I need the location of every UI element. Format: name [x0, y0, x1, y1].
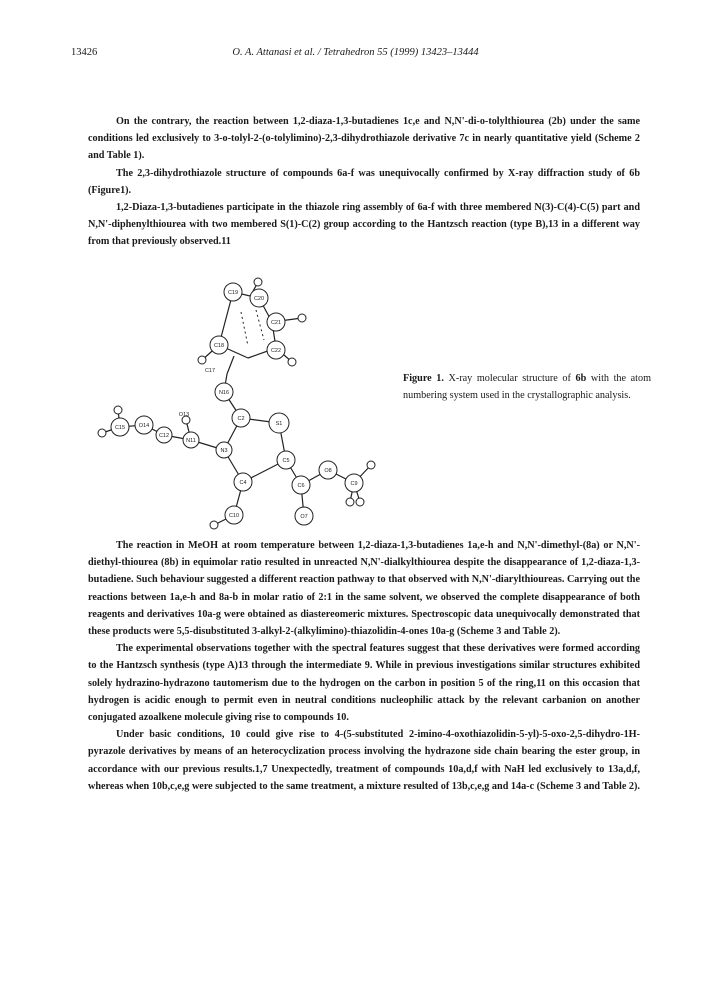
caption-text: with the atom numbering system used in the crystallographic analysis. [403, 373, 651, 402]
atom-label: C19 [227, 290, 239, 296]
atom-label: C20 [253, 296, 265, 302]
atom-label: O7 [300, 514, 308, 520]
paragraph: On the contrary, the reaction between 1,2-diaza-1,3-butadienes 1c,e and N,N'-di-o-tolylthiourea (2b) under the same conditions led exclusively to 3-o-tolyl-2-(o-tolylimino)-2,3-dihydrothiazole derivative 7c in nearly quantitative yield (Scheme 2 and Table 1). [88, 116, 640, 162]
atom-label: C10 [228, 513, 240, 519]
caption-text: X-ray molecular structure of [448, 373, 571, 384]
atom-label: C5 [282, 458, 290, 464]
compound-ref: 6b [575, 373, 587, 384]
atom-label: N16 [218, 390, 230, 396]
atom-label: C4 [239, 480, 247, 486]
atom-label: O14 [138, 423, 150, 429]
page-number: 13426 [71, 47, 98, 58]
atom-label: C6 [297, 483, 305, 489]
paragraph: The 2,3-dihydrothiazole structure of compounds 6a-f was unequivocally confirmed by X-ray diffraction study of 6b (Figure1). [88, 167, 640, 196]
xray-structure-figure [96, 270, 376, 540]
atom-label: C17 [204, 368, 216, 374]
figure-caption [403, 370, 651, 404]
atom-label: C2 [237, 416, 245, 422]
atom-label: O8 [324, 468, 332, 474]
atom-label: N3 [220, 448, 228, 454]
atom-label: C22 [270, 348, 282, 354]
atom-label: O13 [178, 412, 190, 418]
running-header: O. A. Attanasi et al. / Tetrahedron 55 (1999) 13423–13444 [232, 47, 479, 58]
figure-label: Figure 1. [403, 373, 444, 384]
paragraph: Under basic conditions, 10 could give rise to 4-(5-substituted 2-imino-4-oxothiazolidin-5-yl)-5-oxo-2,5-dihydro-1H-pyrazole derivatives by means of an heterocyclization process involving the hydrazone side chain bearing the ester group, in accordance with our previous results.1,7 Unexpectedly, treatment of compounds 10a,d,f with NaH led exclusively to 13a,d,f, whereas when 10b,c,e,g were subjected to the same treatment, a mixture resulted of 13b,c,e,g and 14a-c (Scheme 3 and Table 2). [88, 729, 640, 792]
atom-label: C12 [158, 433, 170, 439]
atom-label: C9 [350, 481, 358, 487]
atom-label: N11 [186, 438, 196, 444]
atom-label: C15 [114, 425, 126, 431]
paragraph: The experimental observations together with the spectral features suggest that these derivatives were formed according to the Hantzsch synthesis (type A)13 through the intermediate 9. While in previous investigations similar structures exhibited solely hydrazino-hydrazono tautomerism due to the hydrogen on the carbon in position 5 of the ring,11 on this occasion that hydrogen is acidic enough to permit even in neutral conditions nucleophilic attack by the relevant carbanion on another conjugated azoalkene molecule giving rise to compounds 10. [88, 643, 640, 724]
atom-label: S1 [275, 421, 283, 427]
atom-label: C18 [213, 343, 225, 349]
atom-label: C21 [270, 320, 282, 326]
body-text-bottom [88, 537, 640, 795]
paragraph: The reaction in MeOH at room temperature between 1,2-diaza-1,3-butadienes 1a,e-h and N,N'-dimethyl-(8a) or N,N'-diethyl-thiourea (8b) in equimolar ratio resulted in unreacted N,N'-dialkylthiourea despite the disappearance of 1,2-diaza-1,3-butadiene. Such behaviour suggested a different reaction pathway to that observed with N,N'-diarylthioureas. Carrying out the reactions between 1a,e-h and 8a-b in molar ratio of 2:1 in the same solvent, we observed the complete disappearance of both reagents and derivatives 10a-g were obtained as diastereomeric mixtures. Spectroscopic data unequivocally demonstrated that these products were 5,5-disubstituted 3-alkyl-2-(alkylimino)-thiazolidin-4-ones 10a-g (Scheme 3 and Table 2). [88, 540, 640, 638]
paragraph: 1,2-Diaza-1,3-butadienes participate in the thiazole ring assembly of 6a-f with three membered N(3)-C(4)-C(5) part and N,N'-diphenylthiourea with two membered S(1)-C(2) group according to the Hantzsch reaction (type B),13 in a different way from that previously observed.11 [88, 202, 640, 248]
body-text-top [88, 113, 640, 251]
